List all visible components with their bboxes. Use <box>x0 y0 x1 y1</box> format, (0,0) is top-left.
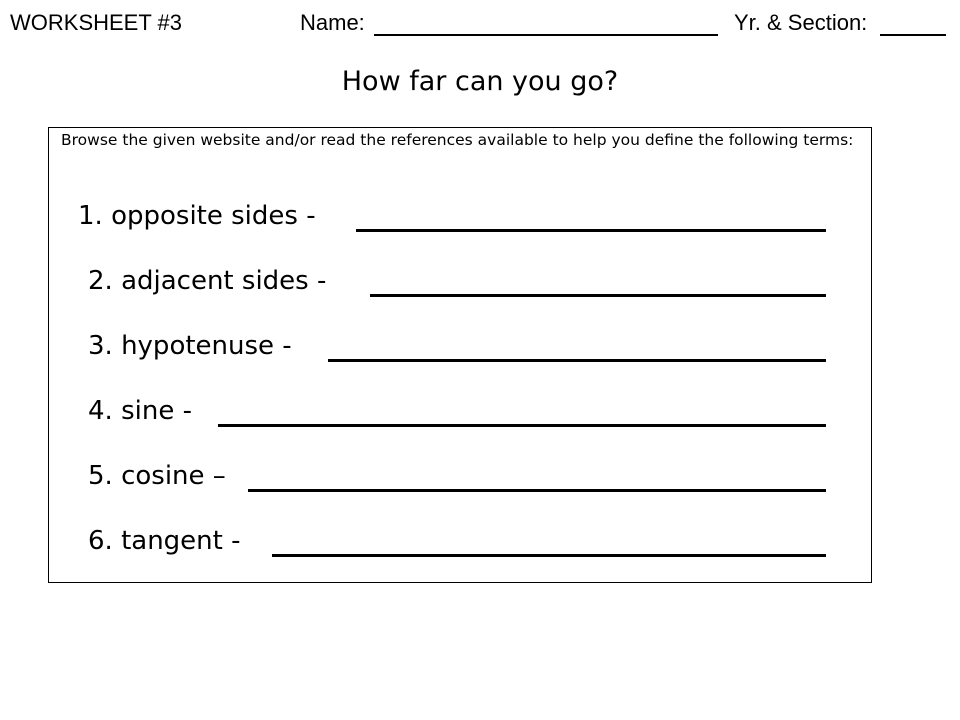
answer-blank-hypotenuse[interactable] <box>328 359 826 362</box>
term-label-opposite-sides: 1. opposite sides - <box>78 201 316 231</box>
answer-blank-sine[interactable] <box>218 424 826 427</box>
answer-blank-cosine[interactable] <box>248 489 826 492</box>
term-label-tangent: 6. tangent - <box>88 526 241 556</box>
term-label-cosine: 5. cosine – <box>88 461 226 491</box>
term-label-sine: 4. sine - <box>88 396 192 426</box>
answer-blank-tangent[interactable] <box>272 554 826 557</box>
term-label-adjacent-sides: 2. adjacent sides - <box>88 266 327 296</box>
worksheet-number: WORKSHEET #3 <box>10 10 182 35</box>
name-label: Name: <box>300 10 365 35</box>
answer-blank-opposite-sides[interactable] <box>356 229 826 232</box>
section-label: Yr. & Section: <box>734 10 868 35</box>
instructions-text: Browse the given website and/or read the references available to help you define the following terms: <box>61 131 854 149</box>
worksheet-header <box>0 8 960 38</box>
term-label-hypotenuse: 3. hypotenuse - <box>88 331 292 361</box>
name-blank[interactable] <box>374 34 718 36</box>
answer-blank-adjacent-sides[interactable] <box>370 294 826 297</box>
section-blank[interactable] <box>880 34 946 36</box>
page-title: How far can you go? <box>341 66 619 97</box>
